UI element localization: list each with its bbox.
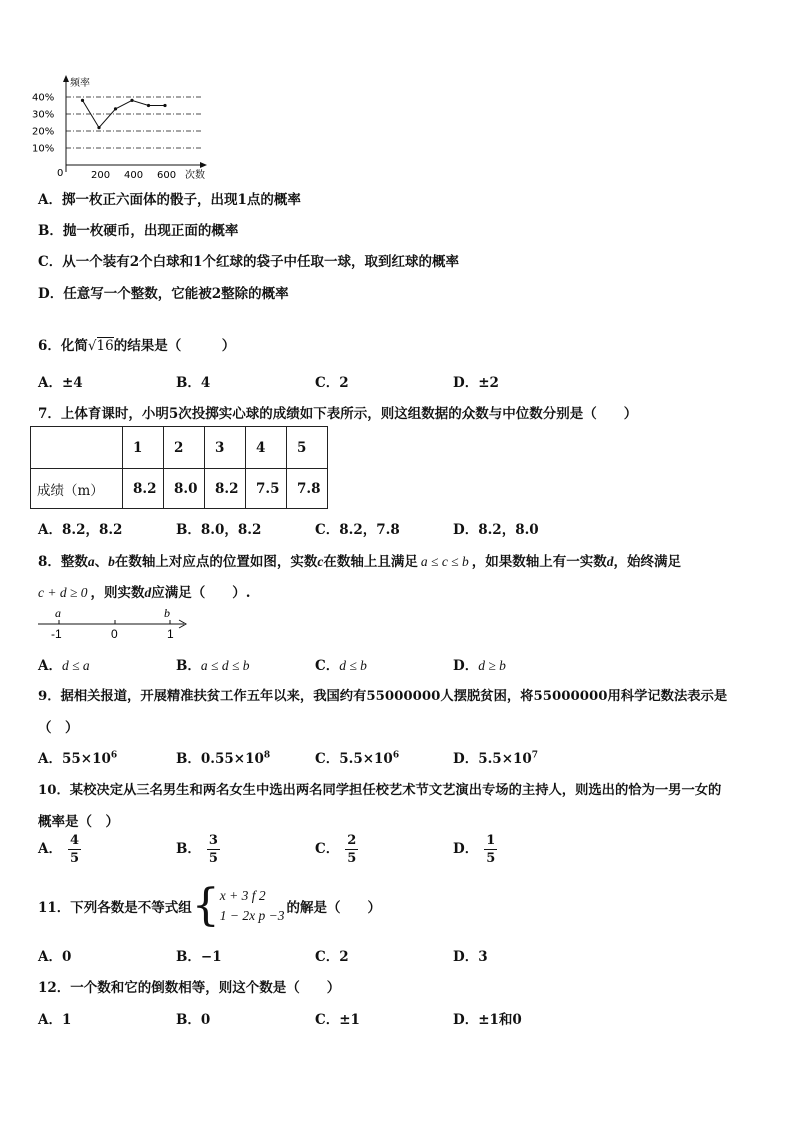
q10-option-b: [176, 834, 220, 865]
q12-option-a: A．1: [38, 1012, 72, 1028]
data-point: [114, 107, 117, 110]
fraction: [207, 834, 220, 865]
var-a: a: [87, 554, 95, 569]
q5-option-c: C．从一个装有2个白球和1个红球的袋子中任取一球，取到红球的概率: [38, 254, 460, 270]
y-axis-label: 频率: [70, 78, 90, 89]
text: 在数轴上且满足: [323, 554, 418, 570]
data-point: [81, 99, 84, 102]
text: 、: [94, 554, 109, 570]
inequality-line-1: x + 3 f 2: [219, 888, 266, 903]
data-point: [130, 99, 133, 102]
table-cell: 7.8: [287, 469, 328, 509]
table-row: [31, 469, 328, 509]
table-cell: 8.2: [205, 469, 246, 509]
q11-suffix: 的解是（ ）: [286, 900, 382, 916]
scores-table: [30, 426, 328, 509]
fraction: [345, 834, 358, 865]
q12-option-b: B．0: [176, 1012, 211, 1028]
var-d: d: [606, 554, 614, 569]
exponent: 7: [531, 750, 539, 761]
table-cell: 1: [123, 427, 164, 469]
x-axis-label: 次数: [185, 170, 205, 181]
x-axis-arrow: [200, 162, 207, 168]
option-expr: a ≤ d ≤ b: [200, 658, 250, 673]
table-cell: 4: [246, 427, 287, 469]
q6-prefix: 6．化简: [38, 338, 88, 354]
q8-stem-line1: [38, 550, 681, 570]
denominator: 5: [69, 851, 80, 866]
q7-option-b: B．8.0，8.2: [176, 522, 262, 538]
q10-option-c: [315, 834, 358, 865]
table-cell: 5: [287, 427, 328, 469]
q12-stem: 12．一个数和它的倒数相等，则这个数是（ ）: [38, 980, 341, 996]
table-cell: 3: [205, 427, 246, 469]
numerator: 2: [347, 833, 357, 848]
brace-symbol: {: [191, 880, 220, 931]
sqrt-symbol: √: [87, 338, 97, 354]
q7-option-c: C．8.2，7.8: [315, 522, 400, 538]
data-point: [97, 126, 100, 129]
option-letter: B．: [176, 658, 201, 674]
table-cell: 7.5: [246, 469, 287, 509]
var-d: d: [144, 585, 152, 600]
q11-option-d: D．3: [453, 949, 488, 965]
q11-option-a: A．0: [38, 949, 72, 965]
denominator: 5: [486, 851, 496, 866]
y-axis-arrow: [63, 75, 69, 82]
option-text: C．5.5×10: [315, 751, 393, 767]
frequency-line-chart: [30, 72, 220, 182]
x-tick-label: 600: [157, 170, 177, 181]
data-point: [163, 104, 166, 107]
y-tick-label: 40%: [32, 92, 55, 104]
text: ，始终满足: [613, 554, 681, 570]
q6-suffix: 的结果是（ ）: [113, 338, 236, 354]
q5-option-b: B．抛一枚硬币，出现正面的概率: [38, 223, 239, 239]
x-tick-label: 200: [91, 170, 111, 181]
q10-option-a: [38, 834, 81, 865]
q6-option-c: C．2: [315, 375, 349, 391]
table-header-row: [31, 427, 328, 469]
q7-stem: 7．上体育课时，小明5次投掷实心球的成绩如下表所示，则这组数据的众数与中位数分别是（ ）: [38, 406, 638, 422]
exponent: 6: [110, 750, 118, 761]
option-letter: C．: [315, 658, 340, 674]
q8-option-c: [315, 654, 367, 674]
q11-prefix: 11．下列各数是不等式组: [38, 900, 192, 916]
text: 应满足（ ）.: [151, 585, 251, 601]
q12-option-c: C．±1: [315, 1012, 360, 1028]
y-tick-label: 10%: [32, 143, 55, 155]
denominator: 5: [208, 851, 218, 866]
origin-label: 0: [57, 168, 64, 179]
table-cell: 成绩（m）: [31, 469, 123, 509]
inequality: a ≤ c ≤ b: [420, 554, 469, 569]
q8-option-a: [38, 654, 90, 674]
q6-option-d: D．±2: [453, 375, 499, 391]
q9-option-d: [453, 747, 538, 767]
option-text: D．5.5×10: [453, 751, 532, 767]
q6-option-a: A．±4: [38, 375, 83, 391]
table-cell: 2: [164, 427, 205, 469]
table-cell: 8.2: [123, 469, 164, 509]
option-letter: A．: [38, 841, 62, 857]
q7-option-a: A．8.2，8.2: [38, 522, 123, 538]
text: ，则实数: [90, 585, 145, 601]
exponent: 6: [392, 750, 400, 761]
option-expr: d ≤ b: [339, 658, 367, 673]
data-point: [147, 104, 150, 107]
inequality: c + d ≥ 0: [38, 585, 88, 600]
q9-stem-line1: 9．据相关报道，开展精准扶贫工作五年以来，我国约有55000000人摆脱贫困，将55000000用科学记数法表示是: [38, 689, 728, 704]
q5-option-d: D．任意写一个整数，它能被2整除的概率: [38, 286, 289, 302]
tick-label: -1: [51, 627, 62, 641]
var-c: c: [317, 554, 324, 569]
q9-option-c: [315, 747, 399, 767]
number-line: [36, 604, 196, 644]
inequality-system: [220, 886, 285, 926]
denominator: 5: [347, 851, 357, 866]
q10-stem-line1: 10．某校决定从三名男生和两名女生中选出两名同学担任校艺术节文艺演出专场的主持人，则选出的恰为一男一女的: [38, 783, 722, 798]
table-cell: 8.0: [164, 469, 205, 509]
option-letter: C．: [315, 841, 340, 857]
option-letter: D．: [453, 658, 479, 674]
q11-option-b: B．−1: [176, 949, 222, 965]
q11-stem: [38, 880, 382, 931]
q9-option-a: [38, 747, 117, 767]
option-expr: d ≥ b: [478, 658, 506, 673]
fraction: [484, 834, 497, 865]
point-label-b: b: [164, 606, 170, 620]
q8-stem-line2: [38, 581, 250, 601]
q9-stem-line2: （ ）: [38, 720, 79, 736]
tick-label: 1: [167, 627, 174, 641]
option-expr: d ≤ a: [61, 658, 90, 673]
q6-stem: [38, 334, 235, 354]
var-b: b: [108, 554, 115, 569]
q6-option-b: B．4: [176, 375, 211, 391]
option-text: B．0.55×10: [176, 751, 264, 767]
q12-option-d: D．±1和0: [453, 1012, 522, 1028]
option-letter: D．: [453, 841, 479, 857]
numerator: 3: [208, 833, 218, 848]
q10-stem-line2: 概率是（ ）: [38, 814, 119, 830]
q8-option-d: [453, 654, 506, 674]
numerator: 4: [69, 833, 80, 848]
q7-option-d: D．8.2，8.0: [453, 522, 539, 538]
q5-option-a: A．掷一枚正六面体的骰子，出现1点的概率: [38, 192, 301, 208]
x-tick-label: 400: [124, 170, 144, 181]
numerator: 1: [486, 833, 496, 848]
option-letter: B．: [176, 841, 201, 857]
q9-option-b: [176, 747, 270, 767]
tick-label: 0: [111, 627, 118, 641]
q6-radicand: 16: [96, 338, 114, 354]
exponent: 8: [263, 750, 271, 761]
q8-option-b: [176, 654, 250, 674]
option-letter: A．: [38, 658, 62, 674]
inequality-line-2: 1 − 2x p −3: [219, 908, 285, 923]
text: 8．整数: [38, 554, 88, 570]
point-label-a: a: [55, 606, 61, 620]
y-tick-label: 20%: [32, 126, 55, 138]
fraction: [68, 834, 81, 865]
y-tick-label: 30%: [32, 109, 55, 121]
q11-option-c: C．2: [315, 949, 349, 965]
q10-option-d: [453, 834, 497, 865]
option-text: A．55×10: [38, 751, 111, 767]
table-cell: [31, 427, 123, 469]
text: 在数轴上对应点的位置如图，实数: [114, 554, 318, 570]
text: ，如果数轴上有一实数: [471, 554, 607, 570]
